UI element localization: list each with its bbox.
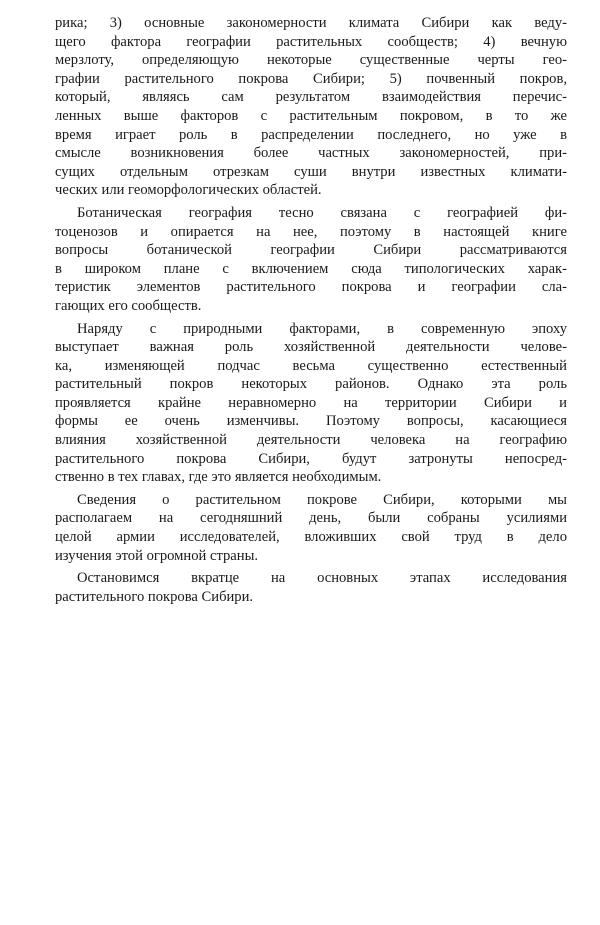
text-line: мерзлоту, определяющую некоторые существенные черты гео- [55, 52, 567, 69]
text-line: в широком плане с включением сюда типологических харак- [55, 260, 567, 277]
text-line: рика; 3) основные закономерности климата Сибири как веду- [55, 15, 567, 31]
text-line: вопросы ботанической географии Сибири рассматриваются [55, 242, 567, 259]
text-line: растительный покров некоторых районов. Однако эта роль [55, 376, 567, 393]
text-line: выступает важная роль хозяйственной деятельности челове- [55, 339, 567, 356]
text-line: Наряду с природными факторами, в современную эпоху [77, 320, 567, 337]
text-line: располагаем на сегодняшний день, были собраны усилиями [55, 510, 567, 527]
text-line: ленных выше факторов с растительным покровом, в то же [55, 107, 567, 124]
text-line: ственно в тех главах, где это является необходимым. [55, 469, 382, 486]
text-line: изучения этой огромной страны. [55, 547, 259, 564]
text-line: смысле возникновения более частных закономерностей, при- [55, 145, 567, 162]
text-line: Ботаническая география тесно связана с географией фи- [77, 204, 567, 221]
paragraph [55, 491, 567, 565]
text-line: теристик элементов растительного покрова и географии сла- [55, 279, 567, 296]
text-line: ка, изменяющей подчас весьма существенно естественный [55, 357, 567, 374]
text-line: графии растительного покрова Сибири; 5) почвенный покров, [55, 70, 567, 87]
text-line: растительного покрова Сибири, будут затронуты непосред- [55, 450, 567, 467]
text-line: целой армии исследователей, вложивших свой труд в дело [55, 529, 567, 546]
text-line: влияния хозяйственной деятельности человека на географию [55, 432, 567, 449]
text-line: Сведения о растительном покрове Сибири, которыми мы [77, 491, 567, 508]
paragraph [55, 204, 567, 316]
text-line: формы ее очень изменчивы. Поэтому вопросы, касающиеся [55, 413, 567, 430]
text-line: проявляется крайне неравномерно на территории Сибири и [55, 394, 567, 411]
text-line: растительного покрова Сибири. [55, 588, 254, 605]
text-line: сущих отдельным отрезкам суши внутри известных климати- [55, 163, 567, 180]
page-body [55, 14, 567, 606]
paragraph [55, 320, 567, 487]
paragraph [55, 14, 567, 200]
text-line: тоценозов и опирается на нее, поэтому в настоящей книге [55, 223, 567, 240]
text-line: время играет роль в распределении последнего, но уже в [55, 126, 567, 143]
text-line: Остановимся вкратце на основных этапах исследования [77, 570, 567, 587]
text-line: щего фактора географии растительных сообществ; 4) вечную [55, 33, 567, 50]
paragraph [55, 569, 567, 606]
text-line: гающих его сообществ. [55, 297, 202, 314]
text-line: который, являясь сам результатом взаимодействия перечис- [55, 89, 567, 106]
text-line: ческих или геоморфологических областей. [55, 182, 322, 199]
